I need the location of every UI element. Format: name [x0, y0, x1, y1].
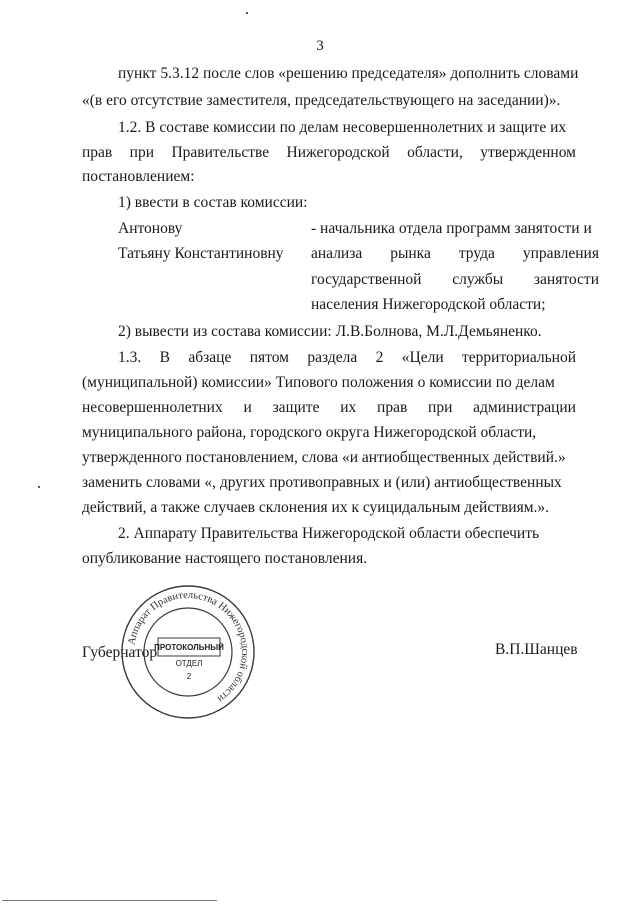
word: прав — [82, 144, 113, 161]
text-line: 2. Аппарату Правительства Нижегородской области обеспечить — [118, 525, 540, 542]
word: области, — [407, 144, 463, 161]
scan-speck — [246, 12, 248, 14]
scan-edge-line — [2, 900, 217, 901]
text-line: постановлением: — [82, 168, 195, 185]
signer-name: В.П.Шанцев — [495, 641, 578, 658]
member-surname: Антонову — [118, 220, 183, 237]
member-given-names: Татьяну Константиновну — [118, 245, 284, 262]
text-line: 1) ввести в состав комиссии: — [118, 194, 308, 211]
text-line: действий, а также случаев склонения их к суицидальным действиям.». — [82, 499, 550, 516]
page-number: 3 — [316, 38, 324, 54]
member-position-line: населения Нижегородской области; — [311, 296, 546, 313]
text-line-justified: 1.3. В абзаце пятом раздела 2 «Цели территориальной — [118, 349, 576, 366]
word: Нижегородской — [286, 144, 390, 161]
svg-text:ПРОТОКОЛЬНЫЙ: ПРОТОКОЛЬНЫЙ — [154, 643, 224, 652]
member-position-line: - начальника отдела программ занятости и — [311, 220, 592, 237]
text-line-justified — [82, 143, 576, 163]
text-line: утвержденного постановлением, слова «и антиобщественных действий.» — [82, 449, 566, 466]
text-line: «(в его отсутствие заместителя, председательствующего на заседании)». — [82, 92, 561, 109]
text-line: опубликование настоящего постановления. — [82, 550, 368, 567]
signer-role: Губернатор — [82, 644, 158, 661]
official-stamp — [118, 582, 258, 722]
text-line: муниципального района, городского округа Нижегородской области, — [82, 424, 537, 441]
text-line: (муниципальной) комиссии» Типового положения о комиссии по делам — [82, 374, 555, 391]
word: утвержденном — [480, 144, 576, 161]
text-line: 1.2. В составе комиссии по делам несовершеннолетних и защите их — [118, 119, 567, 136]
svg-text:2: 2 — [186, 672, 192, 681]
text-line: пункт 5.3.12 после слов «решению председателя» дополнить словами — [118, 65, 579, 82]
text-line: заменить словами «, других противоправных и (или) антиобщественных — [82, 474, 562, 491]
stamp-ring-text: Аппарат Правительства Нижегородской области — [126, 589, 251, 705]
svg-text:ОТДЕЛ: ОТДЕЛ — [175, 659, 203, 668]
word: при — [129, 144, 155, 161]
word: Правительстве — [171, 144, 270, 161]
text-line-justified: несовершеннолетних и защите их прав при администрации — [82, 399, 576, 416]
member-position-line: государственной службы занятости — [311, 271, 599, 288]
scan-speck — [38, 486, 40, 488]
text-line: 2) вывести из состава комиссии: Л.В.Болнова, М.Л.Демьяненко. — [118, 323, 542, 340]
member-position-line: анализа рынка труда управления — [311, 245, 599, 262]
